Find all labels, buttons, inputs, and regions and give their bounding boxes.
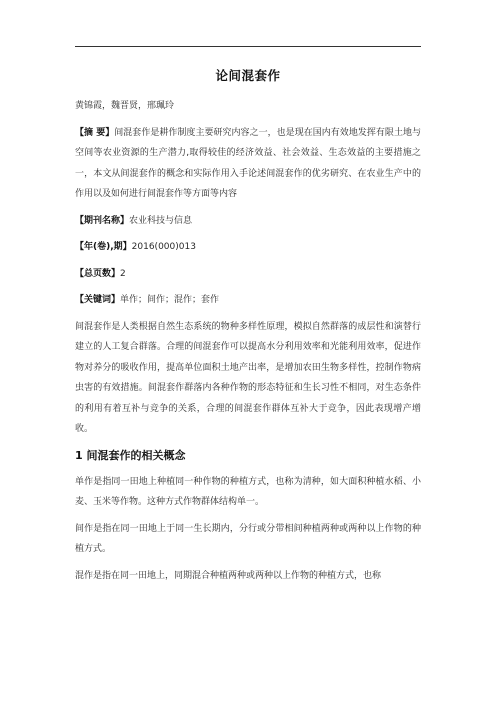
- abstract-paragraph: [75, 123, 421, 205]
- section-1-paragraph-mixed-cropping: 混作是指在同一田地上，同期混合种植两种或两种以上作物的种植方式，也称: [75, 570, 382, 581]
- year-issue-label: 【年(卷),期】: [75, 242, 132, 252]
- document-body: [75, 96, 421, 592]
- year-issue-value: 2016(000)013: [131, 242, 196, 252]
- authors-line: 黄锦霞，魏晋贤，邢珮玲: [75, 101, 175, 111]
- year-issue-field: [75, 237, 421, 258]
- document-title: 论间混套作: [215, 68, 281, 83]
- pages-value: 2: [120, 268, 126, 279]
- section-1-paragraph-monoculture: 单作是指同一田地上种植同一种作物的种植方式，也称为清种，如大面积种植水稻、小麦、玉米等作物。这种方式作物群体结构单一。: [75, 476, 421, 507]
- section-1-paragraph-intercropping: 间作是指在同一田地上于同一生长期内，分行或分带相间种植两种或两种以上作物的种植方式。: [75, 523, 421, 554]
- intro-paragraph: 间混套作是人类根据自然生态系统的物种多样性原理，模拟自然群落的成层性和演替行建立的人工复合群落。合理的间混套作可以提高水分利用效率和光能利用效率，促进作物对养分的吸收作用，提高单位面积土地产出率，是增加农田生物多样性，控制作物病虫害的有效措施。间混套作群落内各种作物的形态特征和生长习性不相同，对生态条件的利用有着互补与竞争的关系，合理的间混套作群体互补大于竞争，因此表现增产增收。: [75, 321, 421, 434]
- keywords-label: 【关键词】: [75, 295, 121, 305]
- abstract-text: 间混套作是耕作制度主要研究内容之一，也是现在国内有效地发挥有限土地与空间等农业资源的生产潜力,取得较佳的经济效益、社会效益、生态效益的主要措施之一，本文从间混套作的概念和实际作用入手论述间混套作的优劣研究、在农业生产中的作用以及如何进行间混套作等方面等内容: [75, 127, 421, 199]
- pages-field: [75, 264, 421, 285]
- abstract-label: 【摘 要】: [75, 127, 115, 138]
- keywords-value: 单作；间作；混作；套作: [120, 295, 220, 305]
- journal-label: 【期刊名称】: [75, 215, 130, 226]
- journal-field: [75, 211, 421, 232]
- section-1-heading: 1 间混套作的相关概念: [75, 448, 186, 462]
- keywords-field: [75, 290, 421, 311]
- journal-value: 农业科技与信息: [129, 215, 193, 226]
- header-rule: [75, 46, 421, 47]
- pages-label: 【总页数】: [75, 268, 121, 279]
